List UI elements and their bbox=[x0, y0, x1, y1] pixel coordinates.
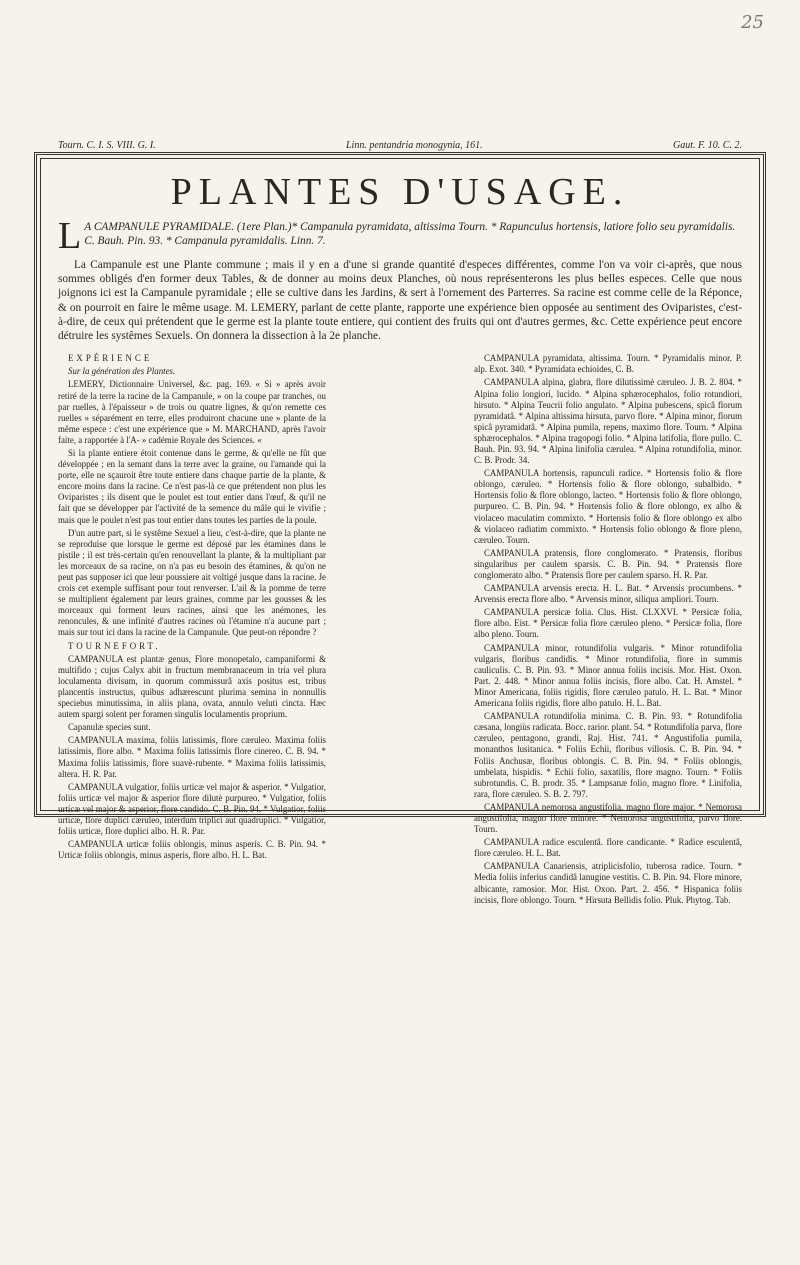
tournefort-heading: TOURNEFORT. bbox=[68, 640, 161, 651]
page-number: 25 bbox=[741, 12, 764, 33]
main-content bbox=[58, 168, 742, 908]
species-entry: CAMPANULA Canariensis, atriplicisfolio, tuberosa radice. Tourn. * Media foliis inferius candidâ lanugine vestitis. C. B. Pin. 94. Flore minore, albicante, ramosior. Mor. Hist. Oxon. Part. 2. 456. * Hispanica foliis incisis, flore oblongo. Tourn. * Hirsuta Bellidis folio. Pluk. Phytog. Tab. bbox=[474, 861, 742, 905]
left-column bbox=[58, 353, 326, 908]
species-entry: CAMPANULA alpina, glabra, flore dilutissimè cæruleo. J. B. 2. 804. * Alpina folio longiori, lucido. * Alpina sphærocephalos, folio rotundiori, hirsuto. * Alpina Teucrii folio angulato. * Alpina pubescens, spicâ florum pyramidatâ. * Alpina altissima hirsuta, parvo flore. * Alpina minor, florum spicâ pyramidatâ. * Alpina pumila, repens, maximo flore. Tourn. * Alpina sphærocephalos. * Alpina tragopogi folio. * Alpina latifolia, flore pullo. C. Bauh. Pin. 93. 94. * Alpina linifolia cærulea. * Alpina rotundifolia, minor. C. B. Prodr. 34. bbox=[474, 377, 742, 466]
tournefort-paragraph: CAMPANULA est plantæ genus, Flore monopetalo, campaniformi & multifido ; cujus Calyx abit in fructum membranaceum in tria vel plura loculamenta divisum, in quorum commissurâ axis positus est, tribus plancentis instructus, quibus adhærescunt plurima semina in nonnullis speciebus minutissima, in aliis plana, ovata, annulo veluti cincta. Hæc autem spargi solent per foramen singulis loculamentis proprium. bbox=[58, 653, 326, 720]
description-paragraph: La Campanule est une Plante commune ; mais il y en a d'une si grande quantité d'especes différentes, comme l'on va voir ci-après, que nous sommes obligés d'en former deux Tables, & de donner au moins deux Planches, où nous représenterons les plus belles especes. Celle que nous joignons ici est la Campanule pyramidale ; elle se cultive dans les Jardins, & sert à l'ornement des Parterres. Sa racine est comme celle de la Réponce, & on pourroit en faire le même usage. M. LEMERY, parlant de cette plante, rapporte une expérience bien opposée au sentiment des Oviparistes, c'est-à-dire, de ceux qui prétendent que le germe est la plante toute entiere, qui contient des fruits qui ont d'autres germes, &c. Cette expérience peut encore détruire les systêmes Sexuels. On donnera la dissection à la 2e planche. bbox=[58, 259, 742, 343]
intro-text: A CAMPANULE PYRAMIDALE. (1ere Plan.)* Campanula pyramidata, altissima Tourn. * Rapunculus hortensis, latiore folio seu pyramidalis. C. Bauh. Pin. 93. * Campanula pyramidalis. Linn. 7. bbox=[84, 221, 736, 247]
experience-heading: EXPÉRIENCE bbox=[68, 353, 153, 364]
two-column-body bbox=[58, 353, 742, 908]
header-left: Tourn. C. I. S. VIII. G. I. bbox=[58, 140, 156, 151]
species-entry: CAMPANULA persicæ folia. Clus. Hist. CLXXVI. * Persicæ folia, flore albo. Eist. * Persicæ folia flore cæruleo pleno. * Persicæ folia, flore albo pleno. Tourn. bbox=[474, 607, 742, 640]
species-entry: CAMPANULA pyramidata, altissima. Tourn. * Pyramidalis minor. P. alp. Exot. 340. * Pyramidata echioides, C. B. bbox=[474, 353, 742, 375]
species-entry: CAMPANULA pratensis, flore conglomerato. * Pratensis, floribus singularibus per caulem sparsis. C. B. Pin. 94. * Pratensis flore conglomerato albo. * Pratensis flore per caulem sparso. H. R. Par. bbox=[474, 547, 742, 580]
header-right: Gaut. F. 10. C. 2. bbox=[672, 140, 742, 151]
species-entry: CAMPANULA vulgatior, foliis urticæ vel major & asperior. * Vulgatior, foliis urticæ vel major & asperior flore dilutè purpureo. * Vulgatior, foliis urticæ vel major & asperior, flore candido. C. B. Pin. 94. * Vulgatior, foliis urticæ, flore duplici cæruleo, interdum triplici aut quadruplici. * Vulgatior, foliis urticæ, flore duplici albo. H. R. Par. bbox=[58, 781, 326, 837]
drop-cap: L bbox=[58, 215, 82, 257]
species-entry: CAMPANULA minor, rotundifolia vulgaris. * Minor rotundifolia vulgaris, floribus candidis. * Minor rotundifolia, flore in summis cauliculis. C. B. Pin. 93. * Minor annua foliis incisis. Mor. Hist. Oxon. Part. 2. 448. * Minor annua foliis incisis, flore albo. Cat. H. Amstel. * Minor Americana, foliis rigidis, flore cæruleo patulo. H. L. Bat. * Minor Americana foliis rigidis, flore albo patulo. H. L. Bat. bbox=[474, 642, 742, 709]
right-column bbox=[474, 353, 742, 908]
header-center: Linn. pentandria monogynia, 161. bbox=[346, 140, 483, 151]
species-entry: CAMPANULA hortensis, rapunculi radice. * Hortensis folio & flore oblongo, cæruleo. * Hortensis folio & flore oblongo, subalbido. * Hortensis folio & flore oblongo, lacteo. * Hortensis folio & flore oblongo, purpureo. C. B. Pin. 94. * Hortensis folio & flore oblongo, ex albo & violaceo maculatim commixto. * Hortensis folio & flore oblongo ex albo & violaceo radiatim commixto. * Hortensis folio oblongo & flore pleno, cæruleo. Tourn. bbox=[474, 468, 742, 545]
page-title: PLANTES D'USAGE. bbox=[170, 171, 630, 213]
species-entry: CAMPANULA maxima, foliis latissimis, flore cæruleo. Maxima foliis latissimis, flore albo. * Maxima foliis latissimis flore cinereo. C. B. 94. * Maxima foliis latissimis, flore suavè-rubente. * Maxima foliis latissimis, altera. H. R. Par. bbox=[58, 735, 326, 779]
species-entry: CAMPANULA urticæ foliis oblongis, minus asperis. C. B. Pin. 94. * Urticæ foliis oblongis, minus asperis, flore albo. H. L. Bat. bbox=[58, 839, 326, 861]
species-entry: CAMPANULA arvensis erecta. H. L. Bat. * Arvensis procumbens. * Arvensis erecta flore albo. * Arvensis minor, siliqua ampliori. Tourn. bbox=[474, 583, 742, 605]
species-entry: CAMPANULA radice esculentâ. flore candicante. * Radice esculentâ, flore cæruleo. H. L. Bat. bbox=[474, 837, 742, 859]
species-entry: CAMPANULA rotundifolia minima. C. B. Pin. 93. * Rotundifolia cæsana, longiùs radicata. Bocc. rarior. plant. 54. * Rotundifolia parva, flore cæruleo, pentagono, grandi, Raj. Hist. 741. * Angustifolia pumila, monanthos lusitanica. * Foliis Echii, floribus villosis. C. B. Pin. 94. * Foliis Anchusæ, floribus oblongis. C. B. Pin. 94. * Foliis oblongis, umbelata, hispidis. * Echii folio, saxatilis, flore magno. Tourn. * Foliis subrotundis. C. B. prodr. 35. * Lampsanæ folio, magno flore. * Linifolia, rara, flore cæruleo. S. B. 2. 797. bbox=[474, 711, 742, 799]
intro-block bbox=[58, 215, 742, 257]
experience-paragraph: Si la plante entiere étoit contenue dans le germe, & qu'elle ne fût que développée ; en la semant dans la terre avec la graine, ou l'amande qui la porte, elle ne sçauroit être toute entiere dans chaque partie de la plante, & encore moins dans la racine. Ce n'est pas-là ce que prétendent non plus les Oviparistes ; ils disent que le poulet est tout entier dans l'œuf, & qu'il ne fait que se développer par l'activité de la semence du mâle qui le vivifie ; mais que le poulet n'est pas tout entier dans toutes les parties de la poule. bbox=[58, 447, 326, 525]
species-heading: Capanulæ species sunt. bbox=[68, 722, 151, 733]
experience-paragraph: D'un autre part, si le systême Sexuel a lieu, c'est-à-dire, que la plante ne se reproduise que lorsque le germe est déposé par les étamines dans le pistile ; il est très-certain qu'en renouvellant la plante, & la multipliant par les morceaux de sa racine, on n'a pas eu besoin des étamines, & qu'on ne peut pas supposer ici que leur poussiere ait voltigé jusque dans la racine. Je crois cet exemple suffisant pour tout renverser. L'ail & la pomme de terre se multiplient également par leurs graines, comme par les gousses & les morceaux qui forment leurs racines, ainsi que les anémones, les renoncules, & une infinité d'autres racines où l'étamine n'a aucune part ; mais sur tout ici dans la racine de la Campanule. Que peut-on répondre ? bbox=[58, 527, 326, 638]
species-entry: CAMPANULA nemorosa angustifolia, magno flore major. * Nemorosa angustifolia, magno flore minore. * Nemorosa angustifolia, parvo flore. Tourn. bbox=[474, 801, 742, 835]
experience-subheading: Sur la génération des Plantes. bbox=[68, 366, 176, 377]
experience-quote: LEMERY, Dictionnaire Universel, &c. pag. 169. « Si » après avoir retiré de la terre la racine de la Campanule, » on la coupe par tranches, ou par ruelles, à l'épaisseur » de trois ou quatre lignes, & qu'on remette ces ruelles » séparément en terre, elles produiront chacune une » plante de la même espece : c'est une expérience que » M. MARCHAND, après l'avoir faite, a rapportée à l'A- » cadémie Royale des Sciences. « bbox=[58, 379, 326, 445]
